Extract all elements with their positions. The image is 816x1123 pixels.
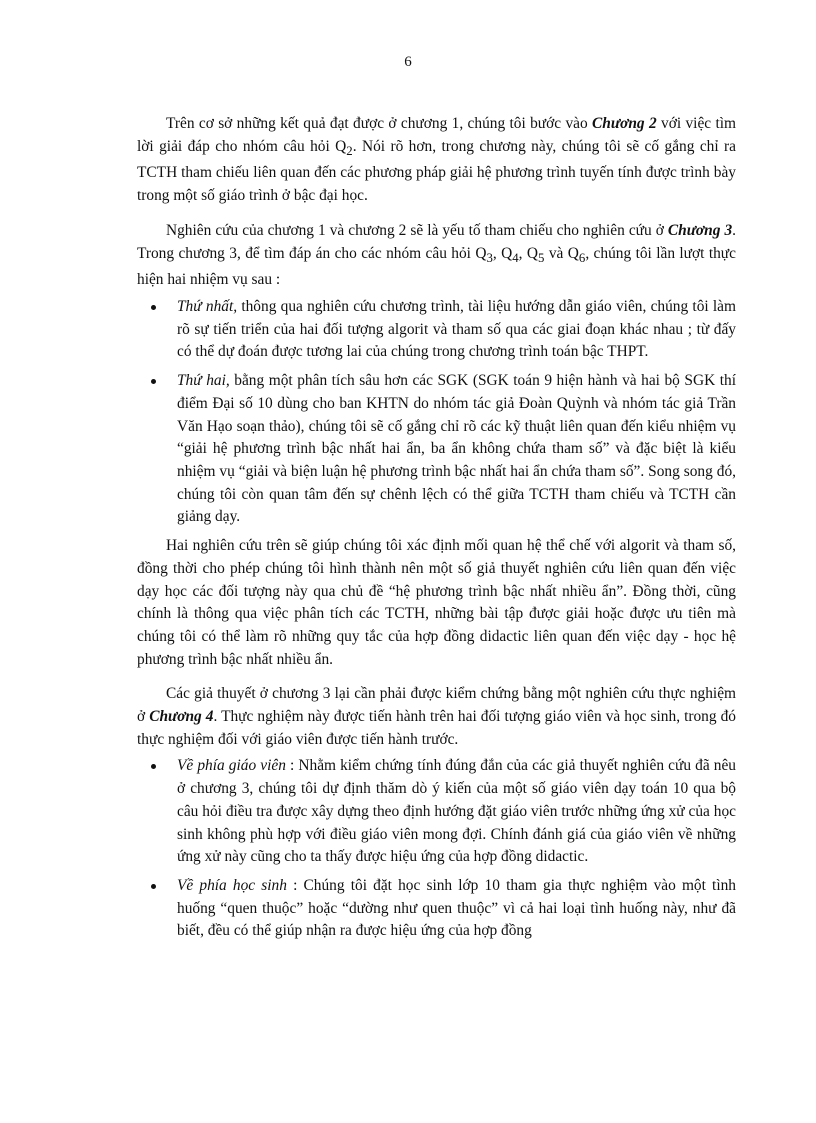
text: . Trong chương 3, để tìm đáp án cho các nhóm câu hỏi Q	[137, 221, 737, 262]
chapter-ref: Chương 2	[592, 115, 657, 132]
list-item	[137, 370, 736, 529]
chapter-ref: Chương 4	[149, 708, 214, 726]
text: , chúng tôi lần lượt thực hiện hai nhiệm vụ sau :	[137, 244, 736, 289]
text: Trên cơ sở những kết quả đạt được ở chương 1, chúng tôi bước vào	[166, 115, 593, 132]
paragraph-chapter-3	[137, 220, 736, 292]
list-item	[137, 875, 736, 943]
list-item	[137, 296, 736, 364]
subscript: 2	[346, 143, 353, 158]
page-number: 6	[404, 54, 412, 70]
text: . Nói rõ hơn, trong chương này, chúng tôi sẽ cố gắng chỉ ra TCTH tham chiếu liên quan đến các phương pháp giải hệ phương trình tuyến tính được trình bày trong một số giáo trình ở bậc đại học.	[137, 137, 736, 205]
chapter-ref: Chương 3	[667, 221, 733, 239]
item-lead: Về phía học sinh	[177, 876, 287, 894]
bullet-icon	[151, 764, 156, 769]
item-lead: Thứ nhất,	[177, 298, 238, 316]
subscript: 5	[538, 250, 545, 265]
text: . Thực nghiệm này được tiến hành trên hai đối tượng giáo viên và học sinh, trong đó thực nghiệm đối với giáo viên được tiến hành trước.	[137, 708, 736, 748]
text: , Q	[518, 244, 539, 262]
item-lead: Về phía giáo viên	[177, 757, 286, 775]
item-text: thông qua nghiên cứu chương trình, tài liệu hướng dẫn giáo viên, chúng tôi làm rõ sự tiến triển của hai đối tượng algorit và tham số qua các giai đoạn khác nhau ; từ đấy có thể dự đoán được tương lai của chúng trong chương trình toán bậc THPT.	[177, 298, 736, 361]
bullet-icon	[151, 305, 156, 310]
text: , Q	[492, 244, 513, 262]
text: Nghiên cứu của chương 1 và chương 2 sẽ là yếu tố tham chiếu cho nghiên cứu ở	[166, 221, 668, 239]
item-text: bằng một phân tích sâu hơn các SGK (SGK toán 9 hiện hành và hai bộ SGK thí điểm Đại số 10 dùng cho ban KHTN do nhóm tác giả Đoàn Quỳnh và nhóm tác giả Trần Văn Hạo soạn thảo), chúng tôi sẽ cố gắng chỉ rõ các kỹ thuật liên quan đến kiểu nhiệm vụ “giải hệ phương trình bậc nhất hai ẩn, ba ẩn không chứa tham số” và đặc biệt là kiểu nhiệm vụ “giải và biện luận hệ phương trình bậc nhất hai ẩn chứa tham số”. Song song đó, chúng tôi còn quan tâm đến sự chênh lệch có thể giữa TCTH tham chiếu và TCTH cần giảng dạy.	[177, 372, 737, 526]
item-text: : Chúng tôi đặt học sinh lớp 10 tham gia thực nghiệm vào một tình huống “quen thuộc” hoặc “dường như quen thuộc” vì cả hai loại tình huống này, như đã biết, đều có thể giúp nhận ra được hiệu ứng của hợp đồng	[177, 876, 736, 940]
bullet-icon	[151, 884, 156, 889]
page-body	[137, 113, 736, 949]
task-list	[137, 296, 736, 529]
text: và Q	[544, 244, 579, 262]
paragraph-summary: Hai nghiên cứu trên sẽ giúp chúng tôi xác định mối quan hệ thể chế với algorit và tham số, đồng thời cho phép chúng tôi hình thành nên một số giả thuyết nghiên cứu liên quan đến việc dạy học các đối tượng này qua chủ đề “hệ phương trình bậc nhất nhiều ẩn”. Đồng thời, cũng chính là thông qua việc phân tích các TCTH, những bài tập được giải hoặc được ưu tiên mà chúng tôi có thể làm rõ những quy tắc của hợp đồng didactic liên quan đến việc dạy - học hệ phương trình bậc nhất nhiều ẩn.	[137, 537, 736, 668]
subscript: 6	[578, 250, 586, 265]
subscript: 3	[486, 250, 493, 265]
item-text: : Nhằm kiểm chứng tính đúng đắn của các giả thuyết nghiên cứu đã nêu ở chương 3, chúng tôi dự định thăm dò ý kiến của một số giáo viên dạy toán 10 qua bộ câu hỏi điều tra được xây dựng theo định hướng đặt giáo viên trước những ứng xử của học sinh không phù hợp với điều giáo viên mong đợi. Chính đánh giá của giáo viên về những ứng xử này cũng cho ta thấy được hiệu ứng của hợp đồng didactic.	[177, 757, 736, 866]
experiment-list	[137, 755, 736, 943]
paragraph-chapter-2	[137, 113, 736, 208]
text: với việc tìm lời giải đáp cho nhóm câu hỏi Q	[137, 115, 736, 155]
item-lead: Thứ hai,	[177, 372, 230, 390]
bullet-icon	[151, 379, 156, 384]
paragraph-chapter-4	[137, 683, 736, 751]
subscript: 4	[512, 250, 519, 265]
text: Các giả thuyết ở chương 3 lại cần phải được kiểm chứng bằng một nghiên cứu thực nghiệm ở	[137, 685, 736, 726]
list-item	[137, 755, 736, 869]
